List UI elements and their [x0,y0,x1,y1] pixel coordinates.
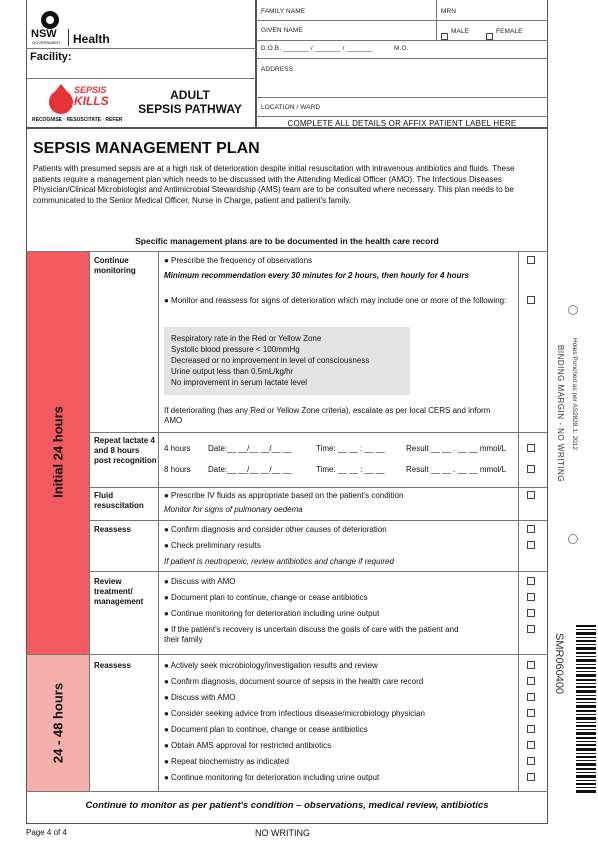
sepsis-kills-logo [32,82,122,124]
later-item-6: ● Obtain AMS approval for restricted antibiotics [164,741,332,750]
sepsis-logo-tagline: RECOGNISE · RESUSCITATE · REFER [32,117,123,123]
facility-label: Facility: [30,51,72,63]
plan-title: SEPSIS MANAGEMENT PLAN [33,140,260,157]
lactate-8h-label: 8 hours [164,465,191,474]
sign-5: No improvement in serum lactate level [171,378,308,387]
plan-intro: Patients with presumed sepsis are at a high risk of deterioration despite initial resuscitation with intravenous antibiotics and fluids. These patients require a management plan which needs to be discussed with the Attending Medical Officer (AMO). The Infectious Diseases Physician/Clinical Microbiologist and Antimicrobial Stewardship (AMS) team are to be consulted where necessary. This plan needs to be communicated to the Senior Medical Officer, Nurse in Charge, patient and patient's family. [33,164,515,205]
page-number: Page 4 of 4 [26,828,67,837]
punch-hole-top [568,305,578,315]
male-label: MALE [451,28,470,35]
repeat-lactate-label: Repeat lactate 4 and 8 hours post recognition [94,436,157,465]
later-checkbox-1[interactable] [527,661,535,669]
fluid-label: Fluid resuscitation [94,491,144,510]
specific-plans-note: Specific management plans are to be documented in the health care record [135,236,439,246]
cm-item-2: ● Monitor and reassess for signs of deterioration which may include one or more of the following: [164,296,507,305]
binding-margin-note: BINDING MARGIN - NO WRITING [556,345,565,483]
cm-item-1: ● Prescribe the frequency of observations [164,256,313,265]
review-item-4: ● If the patient's recovery is uncertain discuss the goals of care with the patient and their family [164,625,459,644]
male-checkbox[interactable] [441,27,448,45]
divider [89,487,547,488]
nsw-logo-sub: GOVERNMENT [32,40,61,45]
later-checkbox-8[interactable] [527,773,535,781]
nsw-logo-text: NSW [31,28,57,40]
later-item-8: ● Continue monitoring for deterioration including urine output [164,773,380,782]
location-label: LOCATION / WARD [261,104,321,111]
mrn-label: MRN [441,8,457,15]
divider [89,571,547,572]
divider [89,520,547,521]
divider [26,48,256,49]
later-item-5: ● Document plan to continue, change or cease antibiotics [164,725,368,734]
later-item-7: ● Repeat biochemistry as indicated [164,757,289,766]
reassess-note: If patient is neutropenic, review antibiotics and change if required [164,557,394,566]
review-item-3: ● Continue monitoring for deterioration including urine output [164,609,380,618]
barcode-icon [576,625,596,795]
review-item-1: ● Discuss with AMO [164,577,236,586]
reassess-label: Reassess [94,525,131,534]
divider [89,432,547,433]
divider [26,251,548,252]
logo-divider [68,29,69,46]
later-48-label: 24 - 48 hours [50,682,66,764]
divider [256,97,548,98]
sign-3: Decreased or no improvement in level of consciousness [171,356,370,365]
family-name-label: FAMILY NAME [261,8,306,15]
later-item-3: ● Discuss with AMO [164,693,236,702]
lactate-8h-result[interactable]: Result __ __ . __ __ mmol/L [406,465,507,474]
lactate-4h-time[interactable]: Time: __ __ : __ __ [316,444,385,453]
divider [436,0,437,40]
fluid-note: Monitor for signs of pulmonary oedema [164,505,303,514]
plan-frame [26,128,548,824]
review-checkbox-1[interactable] [527,577,535,585]
dob-field[interactable]: D.O.B. _______ / _______ / _______ [261,45,373,52]
lactate-8h-time[interactable]: Time: __ __ : __ __ [316,465,385,474]
lactate-4h-date[interactable]: Date:__ __/__ __/__ __ [208,444,292,453]
divider [158,252,159,791]
review-checkbox-3[interactable] [527,609,535,617]
review-checkbox-4[interactable] [527,625,535,633]
cm-item-1-note: Minimum recommendation every 30 minutes for 2 hours, then hourly for 4 hours [164,271,469,280]
lactate-8h-date[interactable]: Date:__ __/__ __/__ __ [208,465,292,474]
fluid-item-1: ● Prescribe IV fluids as appropriate based on the patient's condition [164,491,404,500]
sepsis-logo-line2: KILLS [74,94,109,108]
divider [89,252,90,791]
no-writing-footer: NO WRITING [255,828,310,838]
lactate-checkbox-2[interactable] [527,465,535,473]
initial-24-label: Initial 24 hours [50,406,66,498]
lactate-checkbox-1[interactable] [527,444,535,452]
divider [256,40,548,41]
sign-4: Urine output less than 0.5mL/kg/hr [171,367,294,376]
reassess-item-1: ● Confirm diagnosis and consider other causes of deterioration [164,525,387,534]
later-checkbox-4[interactable] [527,709,535,717]
continue-monitoring-label: Continue monitoring [94,256,136,275]
sepsis-drop-icon [47,82,77,116]
lactate-4h-label: 4 hours [164,444,191,453]
sign-1: Respiratory rate in the Red or Yellow Zone [171,334,322,343]
later-item-4: ● Consider seeking advice from infectious disease/microbiology physician [164,709,425,718]
form-code: SMR060400 [553,633,565,695]
female-label: FEMALE [496,28,523,35]
divider [26,791,548,792]
later-checkbox-2[interactable] [527,677,535,685]
later-checkbox-6[interactable] [527,741,535,749]
mo-label: M.O. [394,45,409,52]
given-name-label: GIVEN NAME [261,27,303,34]
divider [26,78,256,79]
barcode [576,625,596,795]
divider [256,20,548,21]
later-item-2: ● Confirm diagnosis, document source of sepsis in the health care record [164,677,424,686]
lactate-4h-result[interactable]: Result __ __ . __ __ mmol/L [406,444,507,453]
sign-2: Systolic blood pressure < 100mmHg [171,345,300,354]
divider [256,58,548,59]
sepsis-logo-line1: SEPSIS [74,85,107,95]
later-checkbox-5[interactable] [527,725,535,733]
reassess-checkbox-2[interactable] [527,541,535,549]
complete-details-label: COMPLETE ALL DETAILS OR AFFIX PATIENT LABEL HERE [287,119,517,128]
female-checkbox[interactable] [486,27,493,45]
reassess-checkbox-1[interactable] [527,525,535,533]
divider [518,252,519,791]
health-text: Health [73,32,110,46]
fluid-checkbox[interactable] [527,491,535,499]
cm-checkbox-1[interactable] [527,256,535,264]
reassess-item-2: ● Check preliminary results [164,541,261,550]
pathway-title-2: SEPSIS PATHWAY [138,102,242,116]
continue-monitor-footer: Continue to monitor as per patient's condition – observations, medical review, antibiotics [85,800,489,811]
holes-punched-note: Holes Punched as per AS2828.1: 2012 [571,338,578,451]
divider [26,654,548,655]
cm-escalate: If deteriorating (has any Red or Yellow Zone criteria), escalate as per local CERS and inform AMO [164,406,491,425]
divider [256,116,548,117]
later-reassess-label: Reassess [94,661,131,670]
pathway-title-1: ADULT [170,88,210,102]
review-checkbox-2[interactable] [527,593,535,601]
deterioration-signs-box [164,327,410,395]
later-item-1: ● Actively seek microbiology/investigation results and review [164,661,378,670]
later-checkbox-7[interactable] [527,757,535,765]
punch-hole-bottom [568,534,578,544]
later-checkbox-3[interactable] [527,693,535,701]
address-label: ADDRESS [261,66,294,73]
review-item-2: ● Document plan to continue, change or cease antibiotics [164,593,368,602]
cm-checkbox-2[interactable] [527,296,535,304]
review-label: Review treatment/ management [94,577,144,606]
